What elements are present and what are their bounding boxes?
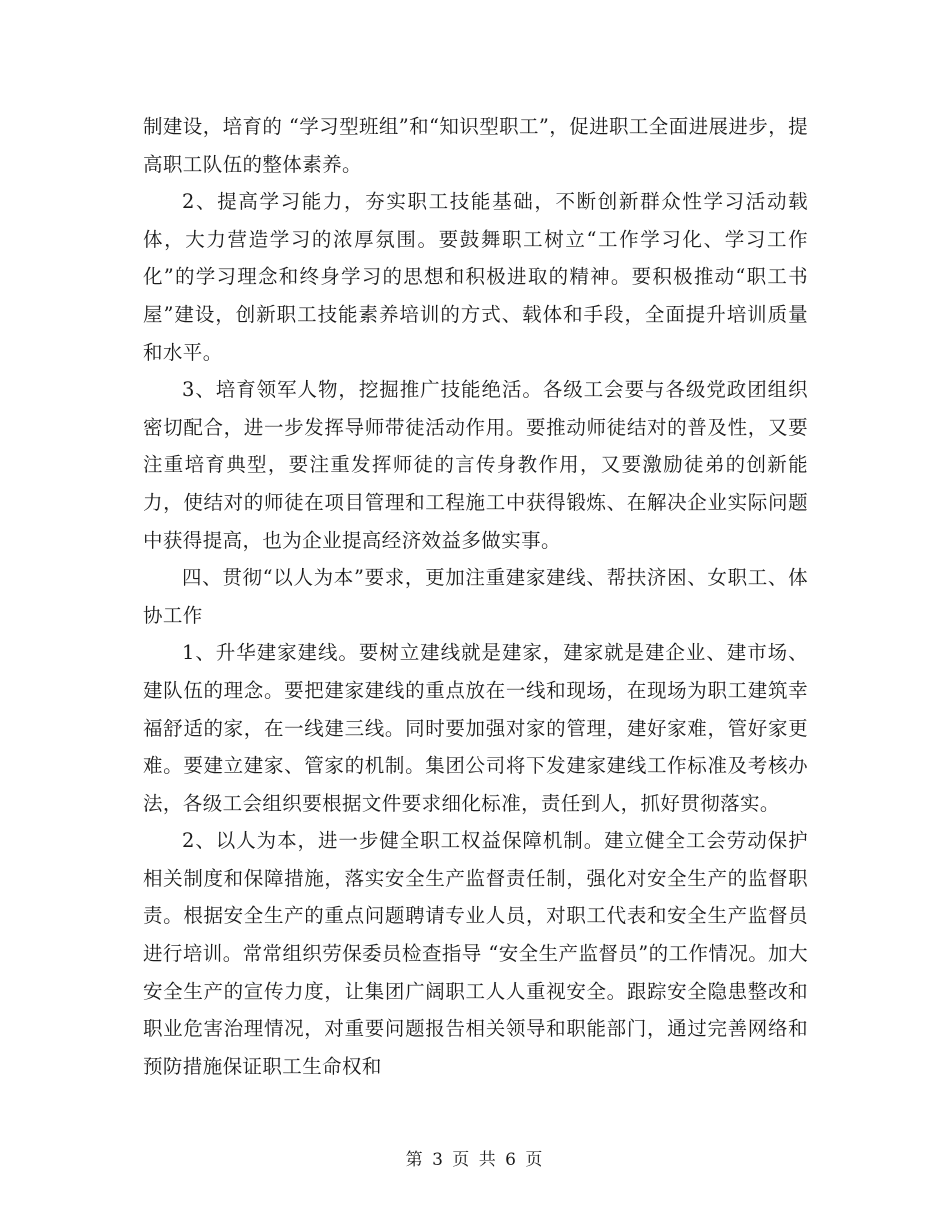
- paragraph-6: 2、以人为本，进一步健全职工权益保障机制。建立健全工会劳动保护相关制度和保障措施，落实安全生产监督责任制，强化对安全生产的监督职责。根据安全生产的重点问题聘请专业人员，对职工代表和安全生产监督员进行培训。常常组织劳保委员检查指导 “安全生产监督员”的工作情况。加大安全生产的宣传力度，让集团广阔职工人人重视安全。跟踪安全隐患整改和职业危害治理情况，对重要问题报告相关领导和职能部门，通过完善网络和预防措施保证职工生命权和: [143, 829, 808, 1078]
- document-body: [143, 108, 808, 1085]
- section-heading-4: 四、贯彻“以人为本”要求，更加注重建家建线、帮扶济困、女职工、体协工作: [143, 566, 808, 627]
- paragraph-1: 制建设，培育的 “学习型班组”和“知识型职工”，促进职工全面进展进步，提高职工队伍的整体素养。: [143, 115, 808, 176]
- paragraph-5: 1、升华建家建线。要树立建线就是建家，建家就是建企业、建市场、建队伍的理念。要把建家建线的重点放在一线和现场，在现场为职工建筑幸福舒适的家，在一线建三线。同时要加强对家的管理，建好家难，管好家更难。要建立建家、管家的机制。集团公司将下发建家建线工作标准及考核办法，各级工会组织要根据文件要求细化标准，责任到人，抓好贯彻落实。: [143, 641, 808, 815]
- page-number-footer: 第 3 页 共 6 页: [405, 1150, 545, 1170]
- paragraph-3: 3、培育领军人物，挖掘推广技能绝活。各级工会要与各级党政团组织密切配合，进一步发挥导师带徒活动作用。要推动师徒结对的普及性，又要注重培育典型，要注重发挥师徒的言传身教作用，又要激励徒弟的创新能力，使结对的师徒在项目管理和工程施工中获得锻炼、在解决企业实际问题中获得提高，也为企业提高经济效益多做实事。: [143, 378, 808, 552]
- paragraph-2: 2、提高学习能力，夯实职工技能基础，不断创新群众性学习活动载体，大力营造学习的浓厚氛围。要鼓舞职工树立“工作学习化、学习工作化”的学习理念和终身学习的思想和积极进取的精神。要积极推动“职工书屋”建设，创新职工技能素养培训的方式、载体和手段，全面提升培训质量和水平。: [143, 190, 808, 364]
